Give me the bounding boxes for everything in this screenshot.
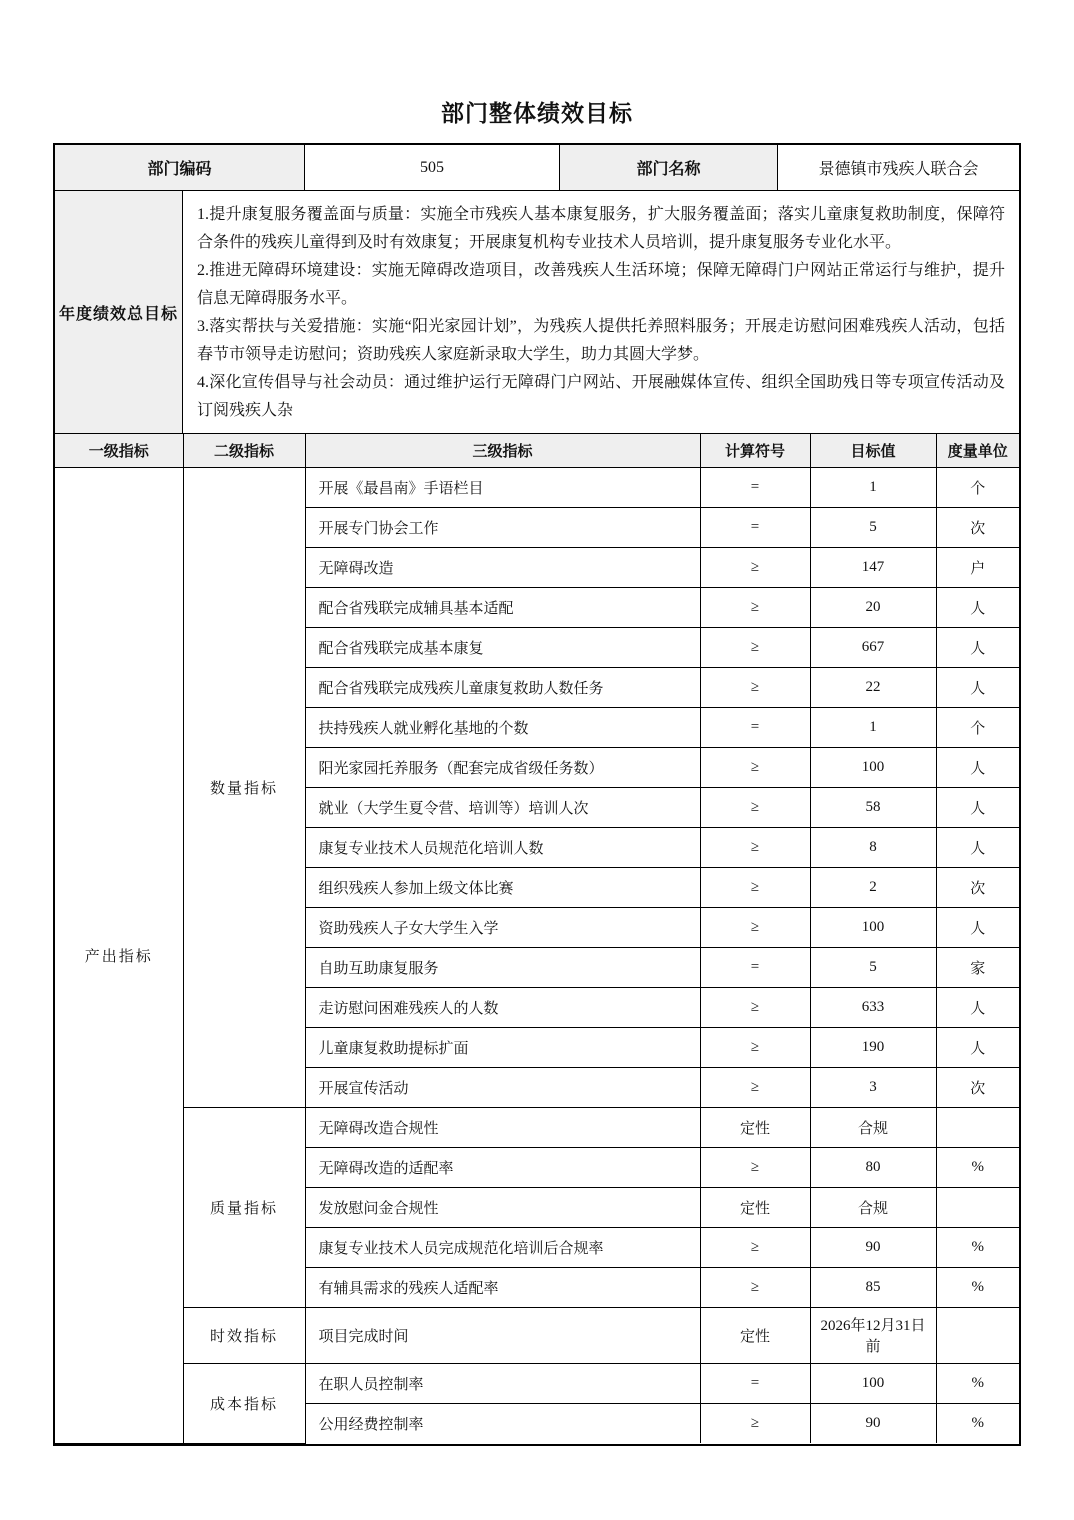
indicator-name: 发放慰问金合规性 (305, 1187, 700, 1227)
indicator-name: 就业（大学生夏令营、培训等）培训人次 (305, 787, 700, 827)
indicators-header-row (55, 434, 1019, 467)
group-timeliness-cell: 时效指标 (183, 1307, 305, 1363)
indicator-symbol: ≥ (700, 667, 810, 707)
indicator-unit: 次 (936, 867, 1019, 907)
indicator-unit: 个 (936, 707, 1019, 747)
page-title: 部门整体绩效目标 (441, 101, 633, 126)
indicator-name: 走访慰问困难残疾人的人数 (305, 987, 700, 1027)
indicator-symbol: = (700, 947, 810, 987)
indicator-name: 项目完成时间 (305, 1307, 700, 1363)
indicators-table (55, 434, 1019, 1444)
indicator-symbol: ≥ (700, 587, 810, 627)
indicator-name: 配合省残联完成辅具基本适配 (305, 587, 700, 627)
dept-name-label: 部门名称 (560, 145, 778, 190)
indicator-symbol: ≥ (700, 1147, 810, 1187)
table-row (55, 1363, 1019, 1403)
indicator-symbol: ≥ (700, 1067, 810, 1107)
indicator-symbol: ≥ (700, 1027, 810, 1067)
indicator-symbol: ≥ (700, 747, 810, 787)
indicator-symbol: = (700, 1363, 810, 1403)
indicator-name: 无障碍改造合规性 (305, 1107, 700, 1147)
indicator-name: 组织残疾人参加上级文体比赛 (305, 867, 700, 907)
indicator-name: 开展专门协会工作 (305, 507, 700, 547)
indicator-target: 633 (810, 987, 936, 1027)
indicator-name: 扶持残疾人就业孵化基地的个数 (305, 707, 700, 747)
indicator-unit (936, 1307, 1019, 1363)
indicator-symbol: ≥ (700, 867, 810, 907)
indicator-target: 合规 (810, 1107, 936, 1147)
indicator-target: 58 (810, 787, 936, 827)
indicator-name: 资助残疾人子女大学生入学 (305, 907, 700, 947)
table-row (55, 1307, 1019, 1363)
indicator-symbol: ≥ (700, 907, 810, 947)
dept-code-value: 505 (305, 145, 560, 190)
indicator-symbol: ≥ (700, 1267, 810, 1307)
group-cost-cell: 成本指标 (183, 1363, 305, 1443)
indicator-unit: % (936, 1267, 1019, 1307)
indicator-unit: 人 (936, 907, 1019, 947)
indicator-unit: 人 (936, 667, 1019, 707)
indicator-symbol: ≥ (700, 787, 810, 827)
indicator-unit: 家 (936, 947, 1019, 987)
indicator-symbol: 定性 (700, 1187, 810, 1227)
indicator-unit: 人 (936, 787, 1019, 827)
indicator-symbol: = (700, 507, 810, 547)
indicator-name: 开展宣传活动 (305, 1067, 700, 1107)
annual-goal-paragraph-1: 1.提升康复服务覆盖面与质量：实施全市残疾人基本康复服务，扩大服务覆盖面；落实儿童康复救助制度，保障符合条件的残疾儿童得到及时有效康复；开展康复机构专业技术人员培训，提升康复服务专业化水平。 (197, 206, 1005, 251)
indicator-target: 147 (810, 547, 936, 587)
col-header-level2: 二级指标 (183, 434, 305, 467)
indicator-target: 667 (810, 627, 936, 667)
indicator-target: 3 (810, 1067, 936, 1107)
indicator-name: 康复专业技术人员完成规范化培训后合规率 (305, 1227, 700, 1267)
indicator-unit: 户 (936, 547, 1019, 587)
indicator-name: 自助互助康复服务 (305, 947, 700, 987)
indicator-unit: 人 (936, 827, 1019, 867)
indicator-symbol: ≥ (700, 987, 810, 1027)
indicator-unit: % (936, 1147, 1019, 1187)
indicator-target: 合规 (810, 1187, 936, 1227)
indicator-target: 22 (810, 667, 936, 707)
indicator-symbol: ≥ (700, 1403, 810, 1443)
indicator-target: 1 (810, 467, 936, 507)
indicator-symbol: ≥ (700, 627, 810, 667)
annual-goal-paragraph-3: 3.落实帮扶与关爱措施：实施“阳光家园计划”，为残疾人提供托养照料服务；开展走访慰问困难残疾人活动，包括春节市领导走访慰问；资助残疾人家庭新录取大学生，助力其圆大学梦。 (197, 318, 1005, 363)
indicator-unit: 人 (936, 587, 1019, 627)
group-quality-cell: 质量指标 (183, 1107, 305, 1307)
indicator-name: 公用经费控制率 (305, 1403, 700, 1443)
dept-info-row (55, 145, 1019, 190)
indicator-unit (936, 1107, 1019, 1147)
indicator-target: 5 (810, 507, 936, 547)
indicator-target: 190 (810, 1027, 936, 1067)
dept-code-label: 部门编码 (55, 145, 305, 190)
indicator-name: 在职人员控制率 (305, 1363, 700, 1403)
table-row (55, 1107, 1019, 1147)
col-header-target: 目标值 (810, 434, 936, 467)
indicator-unit: % (936, 1363, 1019, 1403)
col-header-level1: 一级指标 (55, 434, 183, 467)
indicator-target: 100 (810, 747, 936, 787)
indicator-symbol: = (700, 707, 810, 747)
indicator-unit: 人 (936, 627, 1019, 667)
performance-target-table (53, 143, 1021, 1446)
indicator-target: 90 (810, 1403, 936, 1443)
indicator-name: 有辅具需求的残疾人适配率 (305, 1267, 700, 1307)
indicator-name: 配合省残联完成残疾儿童康复救助人数任务 (305, 667, 700, 707)
indicator-name: 无障碍改造 (305, 547, 700, 587)
indicator-unit: 人 (936, 1027, 1019, 1067)
indicator-target: 8 (810, 827, 936, 867)
level1-output-cell: 产出指标 (55, 467, 183, 1443)
annual-goals-text (183, 191, 1019, 433)
indicator-name: 配合省残联完成基本康复 (305, 627, 700, 667)
group-quantity-cell: 数量指标 (183, 467, 305, 1107)
indicator-name: 康复专业技术人员规范化培训人数 (305, 827, 700, 867)
indicator-name: 无障碍改造的适配率 (305, 1147, 700, 1187)
indicator-unit: 人 (936, 987, 1019, 1027)
indicator-name: 开展《最昌南》手语栏目 (305, 467, 700, 507)
indicator-name: 儿童康复救助提标扩面 (305, 1027, 700, 1067)
indicator-unit: 人 (936, 747, 1019, 787)
indicator-target: 2 (810, 867, 936, 907)
indicator-symbol: ≥ (700, 547, 810, 587)
indicator-target: 100 (810, 907, 936, 947)
indicator-symbol: 定性 (700, 1307, 810, 1363)
col-header-unit: 度量单位 (936, 434, 1019, 467)
indicator-target: 80 (810, 1147, 936, 1187)
indicator-unit: 个 (936, 467, 1019, 507)
annual-goals-row (55, 190, 1019, 434)
indicator-target: 100 (810, 1363, 936, 1403)
indicator-unit: 次 (936, 507, 1019, 547)
indicator-target: 2026年12月31日前 (810, 1307, 936, 1363)
annual-goal-paragraph-2: 2.推进无障碍环境建设：实施无障碍改造项目，改善残疾人生活环境；保障无障碍门户网站正常运行与维护，提升信息无障碍服务水平。 (197, 262, 1005, 307)
indicator-target: 20 (810, 587, 936, 627)
indicator-target: 5 (810, 947, 936, 987)
indicator-unit: 次 (936, 1067, 1019, 1107)
indicator-symbol: ≥ (700, 1227, 810, 1267)
col-header-symbol: 计算符号 (700, 434, 810, 467)
indicator-unit: % (936, 1227, 1019, 1267)
indicator-target: 90 (810, 1227, 936, 1267)
indicator-unit (936, 1187, 1019, 1227)
indicator-symbol: ≥ (700, 827, 810, 867)
dept-name-value: 景德镇市残疾人联合会 (818, 161, 979, 178)
indicator-target: 1 (810, 707, 936, 747)
annual-goal-paragraph-4: 4.深化宣传倡导与社会动员：通过维护运行无障碍门户网站、开展融媒体宣传、组织全国助残日等专项宣传活动及订阅残疾人杂 (197, 374, 1005, 419)
annual-goals-label: 年度绩效总目标 (55, 191, 183, 433)
indicator-target: 85 (810, 1267, 936, 1307)
indicator-symbol: 定性 (700, 1107, 810, 1147)
col-header-level3: 三级指标 (305, 434, 700, 467)
indicator-unit: % (936, 1403, 1019, 1443)
indicator-name: 阳光家园托养服务（配套完成省级任务数） (305, 747, 700, 787)
indicator-symbol: = (700, 467, 810, 507)
table-row (55, 467, 1019, 507)
